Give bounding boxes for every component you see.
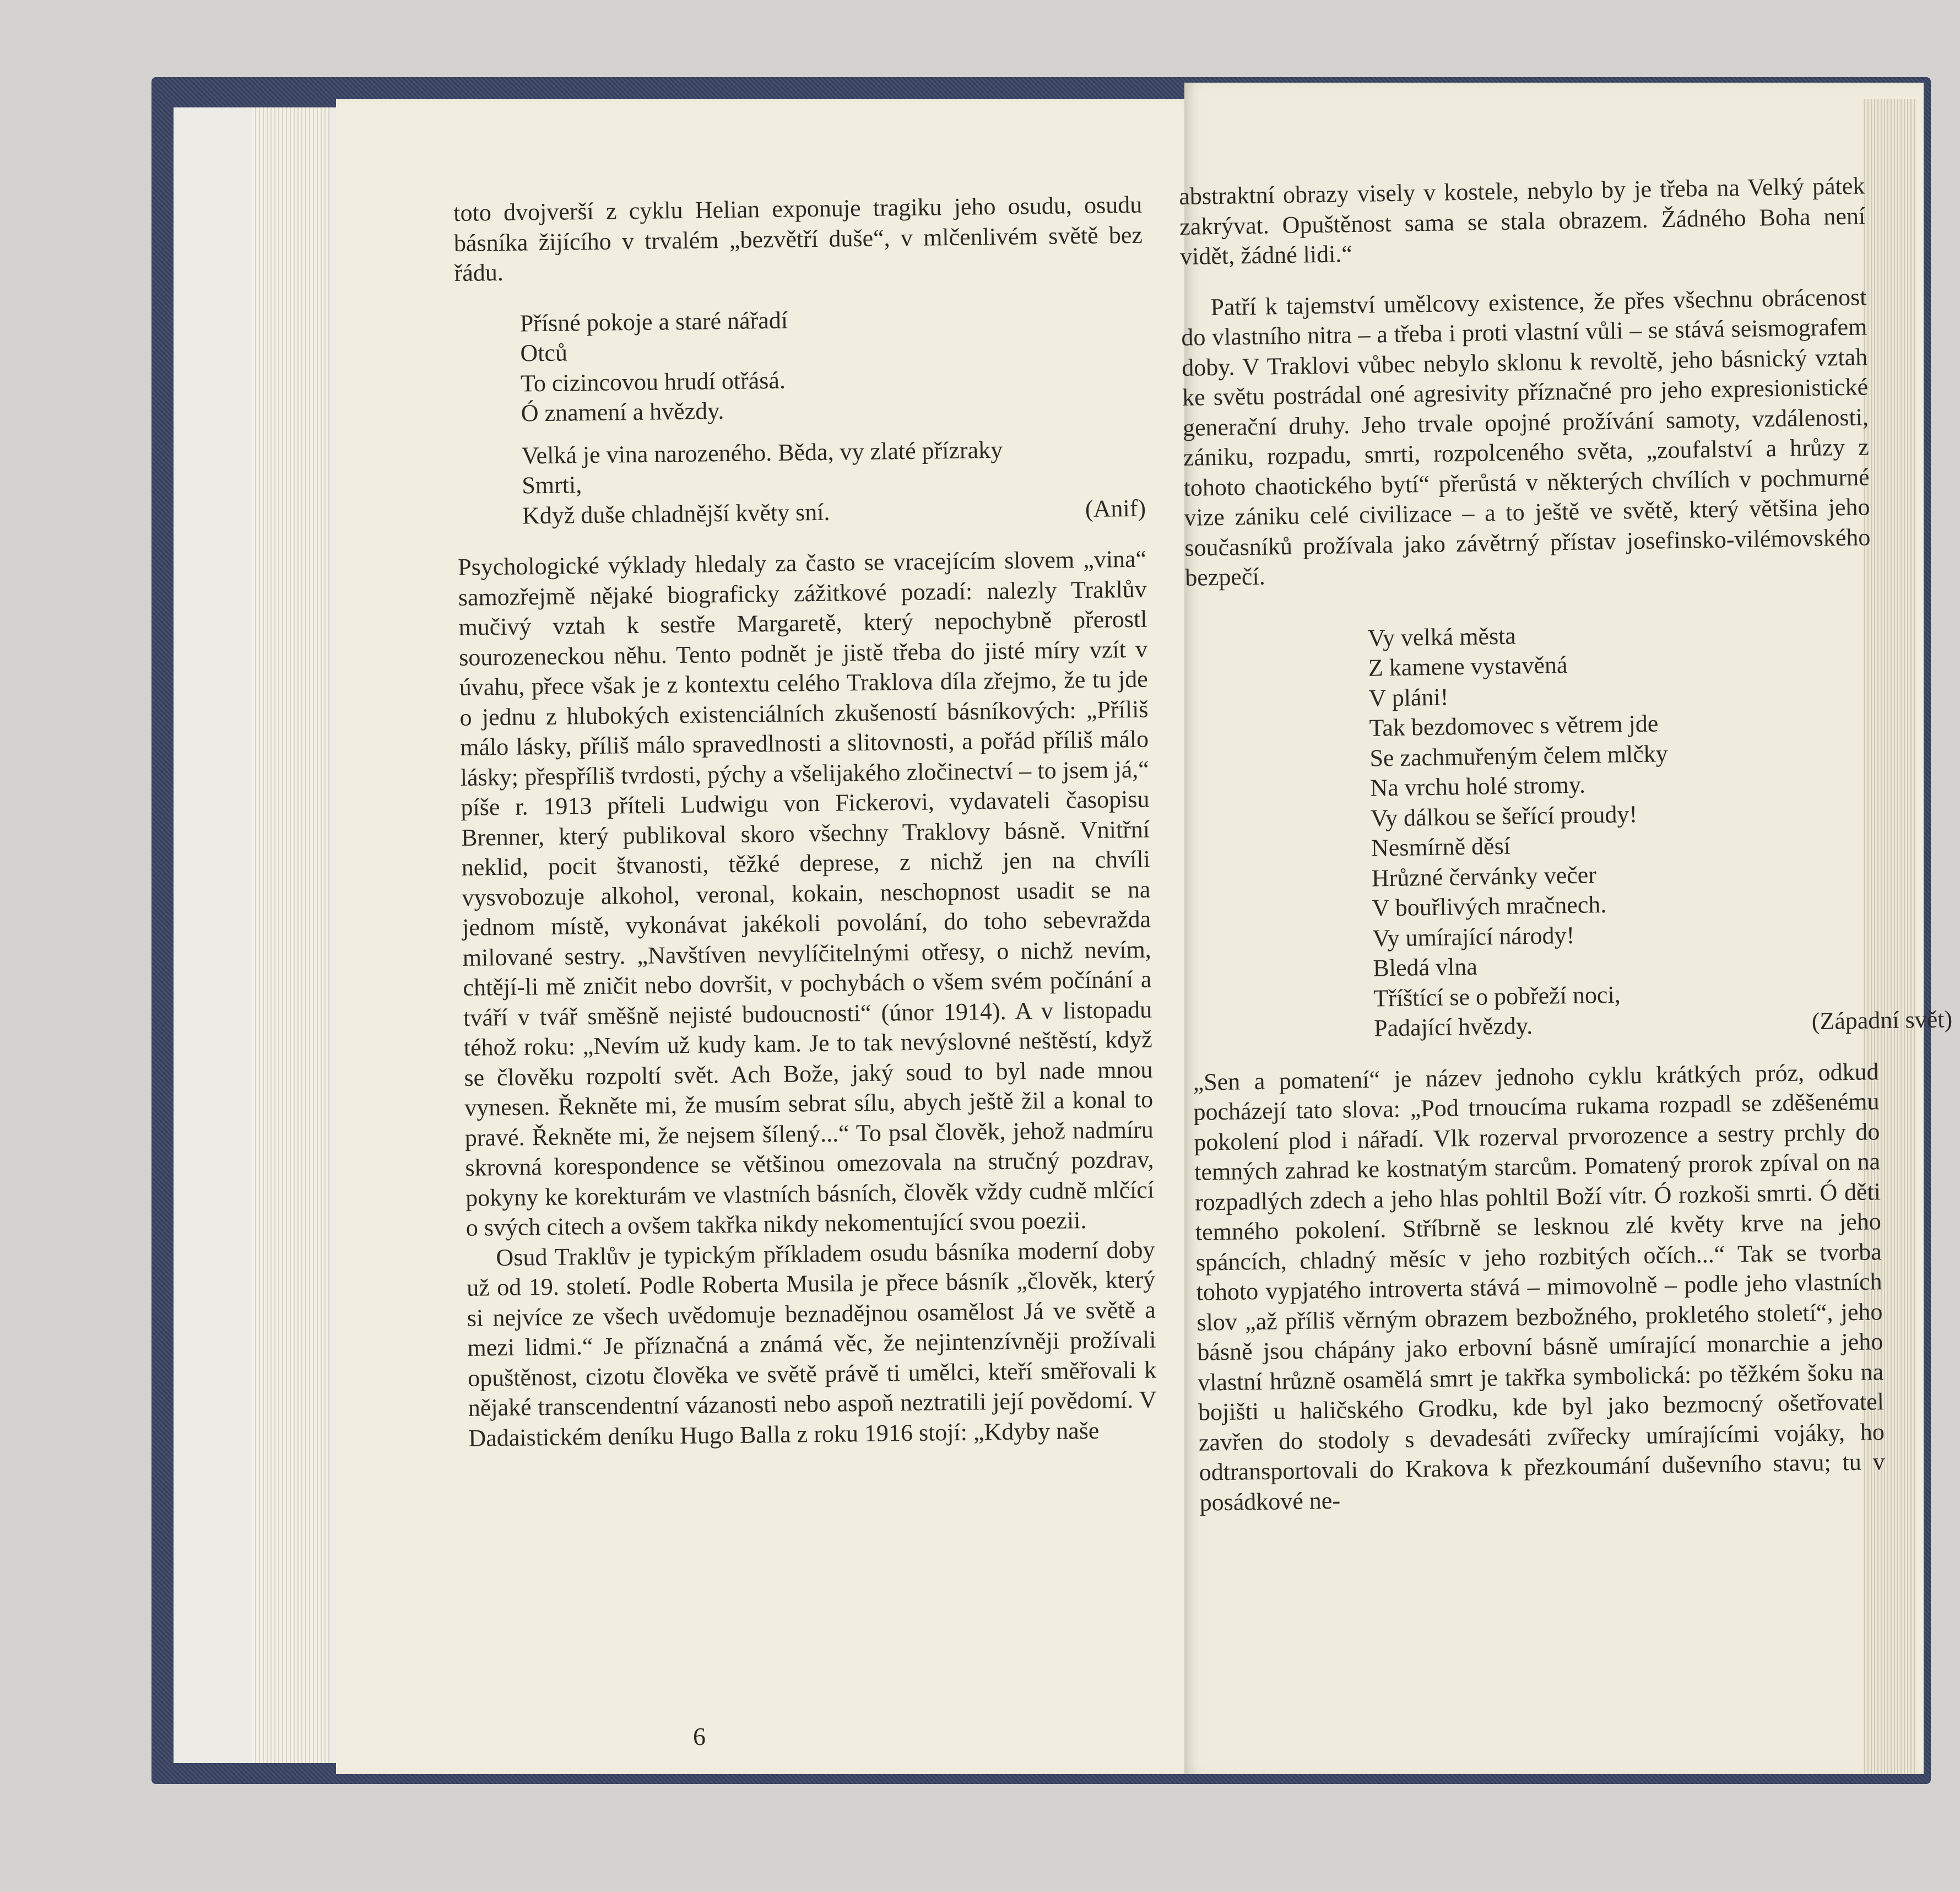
poem-line: Na vrchu holé stromy.	[1369, 771, 1586, 802]
poem-line: V pláni!	[1368, 683, 1449, 712]
left-paragraph-2: Osud Traklův je typickým příkladem osudu básníka moderní doby už od 19. století. Podle Roberta Musila je přece básník „člověk, který si nejvíce ze všech uvědomuje beznadějnou osamělost Já ve světě a mezi lidmi.“ Je příznačná a známá věc, že nejintenzívněji prožívali opuštěnost, cizotu člověka ve světě právě ti umělci, kteří směřovali k nějaké transcendentní vázanosti nebo aspoň neztratili její povědomí. V Dadaistickém deníku Hugo Balla z roku 1916 stojí: „Kdyby naše	[466, 1236, 1157, 1452]
left-intro-paragraph: toto dvojverší z cyklu Helian exponuje tragiku jeho osudu, osudu básníka žijícího v trvalém „bezvětří duše“, v mlčenlivém světě bez řádu.	[453, 191, 1143, 286]
poem-line: V bouřlivých mračnech.	[1372, 890, 1607, 922]
poem-line: Padající hvězdy.	[1373, 1012, 1533, 1042]
poem-line: Tříštící se o pobřeží noci,	[1373, 981, 1621, 1012]
poem-line: Bledá vlna	[1373, 953, 1478, 982]
poem-source: (Západní svět)	[1811, 1006, 1953, 1035]
right-paragraph-1: Patří k tajemství umělcovy existence, že přes všechnu obrácenost do vlastního nitra – a třeba i proti vlastní vůli – se stává seismografem doby. V Traklovi vůbec nebylo sklonu k revoltě, jeho básnický vztah ke světu postrádal oné agresivity příznačné pro jeho expresionistické generační druhy. Jeho trvale opojné prožívání samoty, vzdálenosti, zániku, rozpadu, smrti, rozpolceného světa, „zoufalství a hrůzy z tohoto chaotického bytí“ přerůstá v některých chvílích v pochmurné vize zániku celé civilizace – a to ještě ve světě, který většina jeho současníků prožívala jako závětrný přístav josefinsko-vilémovského bezpečí.	[1181, 283, 1871, 591]
poem-source: (Anif)	[1085, 494, 1146, 522]
right-page-text	[1179, 171, 1953, 1517]
poem-line: Když duše chladnější květy sní.	[522, 498, 830, 529]
left-poem	[519, 301, 1146, 531]
poem-line: Otců	[520, 339, 568, 367]
poem-line: Z kamene vystavěná	[1368, 651, 1568, 682]
poem-line: Hrůzné červánky večer	[1371, 861, 1597, 892]
right-poem	[1368, 614, 1953, 1044]
poem-line: Přísné pokoje a staré nářadí	[519, 306, 788, 337]
poem-line: Ó znamení a hvězdy.	[521, 397, 724, 427]
poem-line: Smrti,	[522, 471, 582, 499]
poem-line: Vy umírající národy!	[1372, 921, 1575, 952]
poem-line: Tak bezdomovec s větrem jde	[1369, 710, 1659, 742]
right-paragraph-2: „Sen a pomatení“ je název jednoho cyklu krátkých próz, odkud pocházejí tato slova: „Pod trnoucíma rukama rozpadl se zděšenému pokolení plod i nářadí. Vlk rozerval prvorozence a sestry prchly do temných zahrad ke kostnatým starcům. Pomatený prorok zpíval on na rozpadlých zdech a jeho hlas pohltil Boží vítr. Ó rozkoši smrti. Ó děti temného pokolení. Stříbrně se lesknou zlé květy krve na jeho spáncích, chladný měsíc v jeho rozbitých očích...“ Tak se tvorba tohoto vypjatého introverta stává – mimovolně – podle jeho vlastních slov „až příliš věrným obrazem bezbožného, prokletého století“, jeho básně jsou chápány jako erbovní básně umírající monarchie a jeho vlastní hrůzně osamělá smrt je takřka symbolická: po těžkém šoku na bojišti u haličského Grodku, kde byl jako bezmocný ošetřovatel zavřen do stodoly s devadesáti zvířecky umírajícími vojáky, ho odtransportovali do Krakova k přezkoumání duševního stavu; tu v posádkové ne-	[1193, 1057, 1886, 1516]
left-page-text	[453, 190, 1157, 1453]
page-number: 6	[693, 1722, 706, 1750]
poem-line: Nesmírně děsí	[1371, 832, 1511, 862]
left-page-edges	[252, 107, 329, 1763]
poem-line: To cizincovou hrudí otřásá.	[520, 366, 786, 397]
poem-line: Vy dálkou se šeřící proudy!	[1370, 800, 1638, 832]
right-intro-paragraph: abstraktní obrazy visely v kostele, nebylo by je třeba na Velký pátek zakrývat. Opuštěnost sama se stala obrazem. Žádného Boha není vidět, žádné lidi.“	[1179, 172, 1866, 270]
poem-line: Velká je vina narozeného. Běda, vy zlaté přízraky	[521, 436, 1003, 469]
poem-line: Se zachmuřeným čelem mlčky	[1369, 739, 1669, 772]
left-paragraph-1: Psychologické výklady hledaly za často se vracejícím slovem „vina“ samozřejmě nějaké biograficky zážitkové pozadí: nalezly Traklův mučivý vztah k sestře Margaretě, který nepochybně přerostl sourozeneckou něhu. Tento podnět je jistě třeba do jisté míry vzít v úvahu, přece však je z kontextu celého Traklova díla zřejmo, že tu jde o jednu z hlubokých existenciálních zkušeností básníkových: „Příliš málo lásky, příliš málo spravedlnosti a slitovnosti, a pořád příliš málo lásky; přespříliš tvrdosti, pýchy a všelijakého zločinectví – to jsem já,“ píše r. 1913 příteli Ludwigu von Fickerovi, vydavateli časopisu Brenner, který publikoval skoro všechny Traklovy básně. Vnitřní neklid, pocit štvanosti, těžké deprese, z nichž jen na chvíli vysvobozuje alkohol, veronal, kokain, neschopnost usadit se na jednom místě, vykonávat jakékoli povolání, do toho sebevražda milované sestry. „Navštíven nevylíčitelnými otřesy, o nichž nevím, chtějí-li mě zničit nebo dovršit, v pochybách o všem svém počínání a tváří v tvář směšně nejisté budoucnosti“ (únor 1914). A v listopadu téhož roku: „Nevím už kudy kam. Je to tak nevýslovné neštěstí, když se člověku rozpoltí svět. Ach Bože, jaký soud to byl nade mnou vynesen. Řekněte mi, že musím sebrat sílu, abych ještě žil a konal to pravé. Řekněte mi, že nejsem šílený...“ To psal člověk, jehož nadmíru skrovná korespondence se většinou omezovala na stručný pozdrav, pokyny ke korekturám ve vlastních básních, člověk vždy cudně mlčící o svých citech a ovšem takřka nikdy nekomentující svou poezii.	[457, 545, 1155, 1241]
poem-line: Vy velká města	[1367, 621, 1517, 652]
